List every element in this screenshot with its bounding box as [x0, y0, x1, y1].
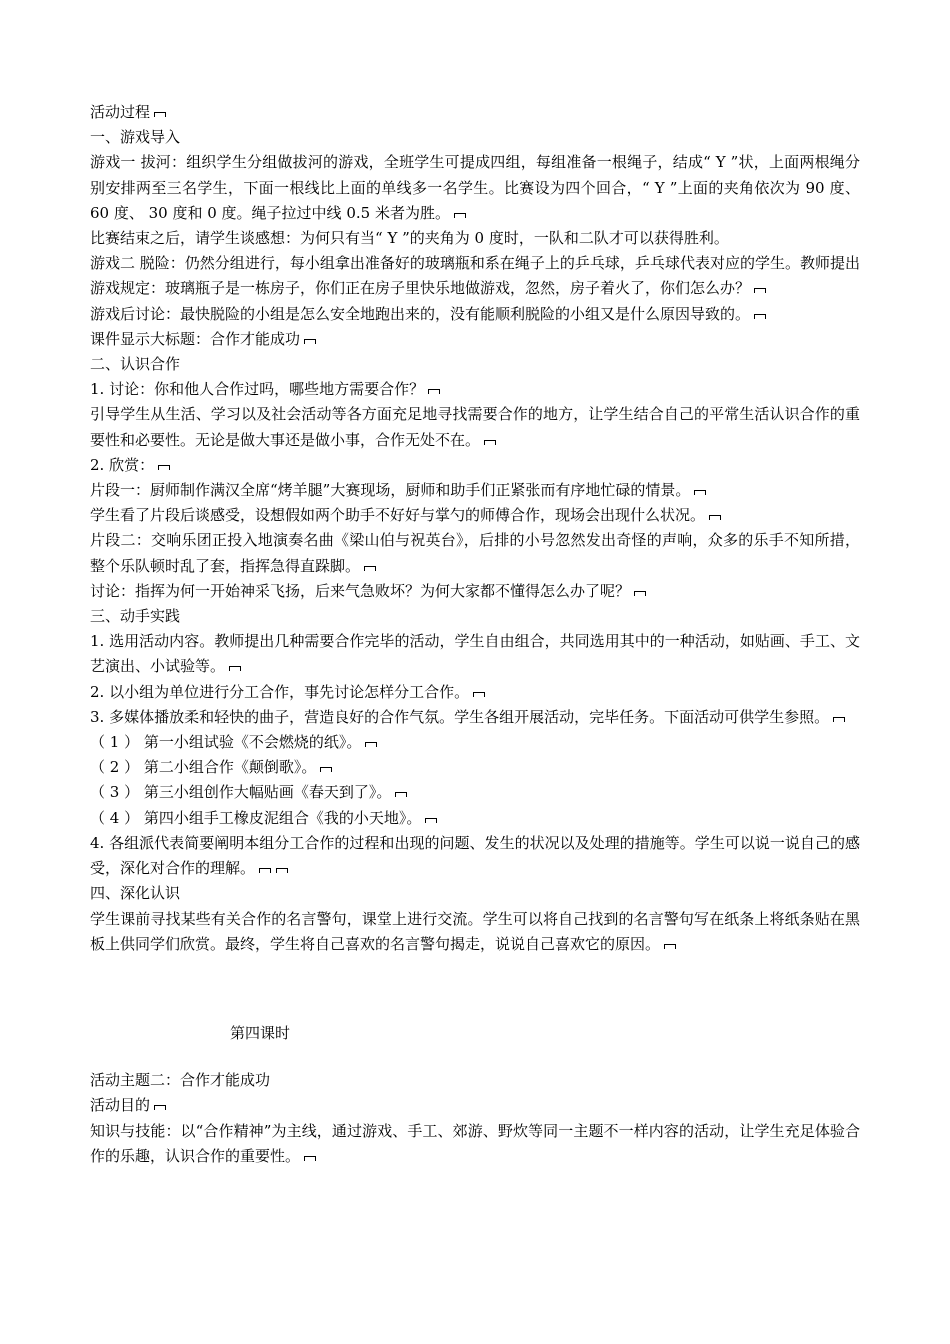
big-title-line: 课件显示大标题：合作才能成功: [90, 327, 860, 352]
paragraph-mark-icon: [303, 337, 317, 345]
list-item: （ 1 ） 第一小组试验《不会燃烧的纸》。: [90, 730, 860, 755]
paragraph-mark-icon: [633, 589, 647, 597]
paragraph-mark-icon: [394, 790, 408, 798]
clip1-paragraph: 片段一：厨师制作满汉全席“烤羊腿”大赛现场，厨师和助手们正紧张而有序地忙碌的情景。: [90, 478, 860, 503]
paragraph-mark-icon: [472, 690, 486, 698]
paragraph-mark-icon: [303, 1154, 317, 1162]
knowledge-paragraph: 知识与技能：以“合作精神”为主线，通过游戏、手工、郊游、野炊等同一主题不一样内容的活动，让学生充足体验合作的乐趣，认识合作的重要性。: [90, 1121, 860, 1165]
after-game1-paragraph: 比赛结束之后，请学生谈感想：为何只有当“ Y ”的夹角为 0 度时，一队和二队才可以获得胜利。: [90, 229, 729, 248]
list-item: （ 2 ） 第二小组合作《颠倒歌》。: [90, 755, 860, 780]
clip2-talk-paragraph: 讨论：指挥为何一开始神采飞扬，后来气急败坏？为何大家都不懂得怎么办了呢？: [90, 579, 860, 604]
deepen-paragraph: 学生课前寻找某些有关合作的名言警句，课堂上进行交流。学生可以将自己找到的名言警句写在纸条上将纸条贴在黑板上供同学们欣赏。最终，学生将自己喜欢的名言警句揭走，说说自己喜欢它的原因。: [90, 909, 860, 953]
paragraph-mark-icon: [157, 463, 171, 471]
practice-step1: 1. 选用活动内容。教师提出几种需要合作完毕的活动，学生自由组合，共同选用其中的一种活动，如贴画、手工、文艺演出、小试验等。: [90, 632, 860, 676]
part2-title: 二、认识合作: [90, 355, 181, 374]
game1-paragraph: 游戏一 拔河：组织学生分组做拔河的游戏，全班学生可提成四组，每组准备一根绳子，结成“ Y ”状，上面两根绳分别安排两至三名学生，下面一根线比上面的单线多一名学生。比赛设为四个回合，“ Y ”上面的夹角依次为 90 度、 60 度、 30 度和 0 度。绳子拉过中线 0.5 米者为胜。: [90, 153, 860, 222]
paragraph-mark-icon: [753, 286, 767, 294]
lesson-title: 第四课时: [230, 1023, 291, 1042]
paragraph-mark-icon: [708, 513, 722, 521]
paragraph-mark-icon: [424, 816, 438, 824]
clip2-paragraph: 片段二：交响乐团正投入地演奏名曲《梁山伯与祝英台》，后排的小号忽然发出奇怪的声响，众多的乐手不知所措，整个乐队顿时乱了套，指挥急得直跺脚。: [90, 531, 860, 575]
theme-line: 活动主题二：合作才能成功: [90, 1071, 271, 1090]
process-heading: 活动过程: [90, 100, 860, 125]
goal-heading: 活动目的: [90, 1093, 860, 1118]
paragraph-mark-icon: [663, 942, 677, 950]
paragraph-mark-icon: [483, 438, 497, 446]
practice-step2: 2. 以小组为单位进行分工合作，事先讨论怎样分工合作。: [90, 680, 860, 705]
guide-paragraph: 引导学生从生活、学习以及社会活动等各方面充足地寻找需要合作的地方，让学生结合自己的平常生活认识合作的重要性和必要性。无论是做大事还是做小事，合作无处不在。: [90, 405, 860, 449]
document-page: [90, 100, 860, 1169]
paragraph-mark-icon: [153, 110, 167, 118]
list-item: （ 4 ） 第四小组手工橡皮泥组合《我的小天地》。: [90, 806, 860, 831]
part1-title: 一、游戏导入: [90, 128, 181, 147]
paragraph-mark-icon: [832, 715, 846, 723]
paragraph-mark-icon: [427, 387, 441, 395]
question1: 1. 讨论：你和他人合作过吗，哪些地方需要合作？: [90, 377, 860, 402]
practice-step4: 4. 各组派代表简要阐明本组分工合作的过程和出现的问题、发生的状况以及处理的措施等。学生可以说一说自己的感受，深化对合作的理解。: [90, 833, 860, 878]
paragraph-mark-icon: [258, 866, 272, 874]
paragraph-mark-icon: [363, 564, 377, 572]
paragraph-mark-icon: [364, 740, 378, 748]
part3-title: 三、动手实践: [90, 607, 181, 626]
practice-step3: 3. 多媒体播放柔和轻快的曲子，营造良好的合作气氛。学生各组开展活动，完毕任务。下面活动可供学生参照。: [90, 705, 860, 730]
part4-title: 四、深化认识: [90, 884, 181, 903]
paragraph-mark-icon: [319, 765, 333, 773]
paragraph-mark-icon: [753, 312, 767, 320]
game2-paragraph: 游戏二 脱险：仍然分组进行，每小组拿出准备好的玻璃瓶和系在绳子上的乒乓球，乒乓球代表对应的学生。教师提出游戏规定：玻璃瓶子是一栋房子，你们正在房子里快乐地做游戏，忽然，房子着火了，你们怎么办？: [90, 254, 860, 298]
paragraph-mark-icon: [693, 488, 707, 496]
after-game2-paragraph: 游戏后讨论：最快脱险的小组是怎么安全地跑出来的，没有能顺利脱险的小组又是什么原因导致的。: [90, 302, 860, 327]
paragraph-mark-icon: [275, 866, 289, 874]
question2: 2. 欣赏：: [90, 453, 860, 478]
paragraph-mark-icon: [453, 211, 467, 219]
list-item: （ 3 ） 第三小组创作大幅贴画《春天到了》。: [90, 780, 860, 805]
clip1-talk-paragraph: 学生看了片段后谈感受，设想假如两个助手不好好与掌勺的师傅合作，现场会出现什么状况。: [90, 503, 860, 528]
paragraph-mark-icon: [153, 1103, 167, 1111]
paragraph-mark-icon: [228, 664, 242, 672]
